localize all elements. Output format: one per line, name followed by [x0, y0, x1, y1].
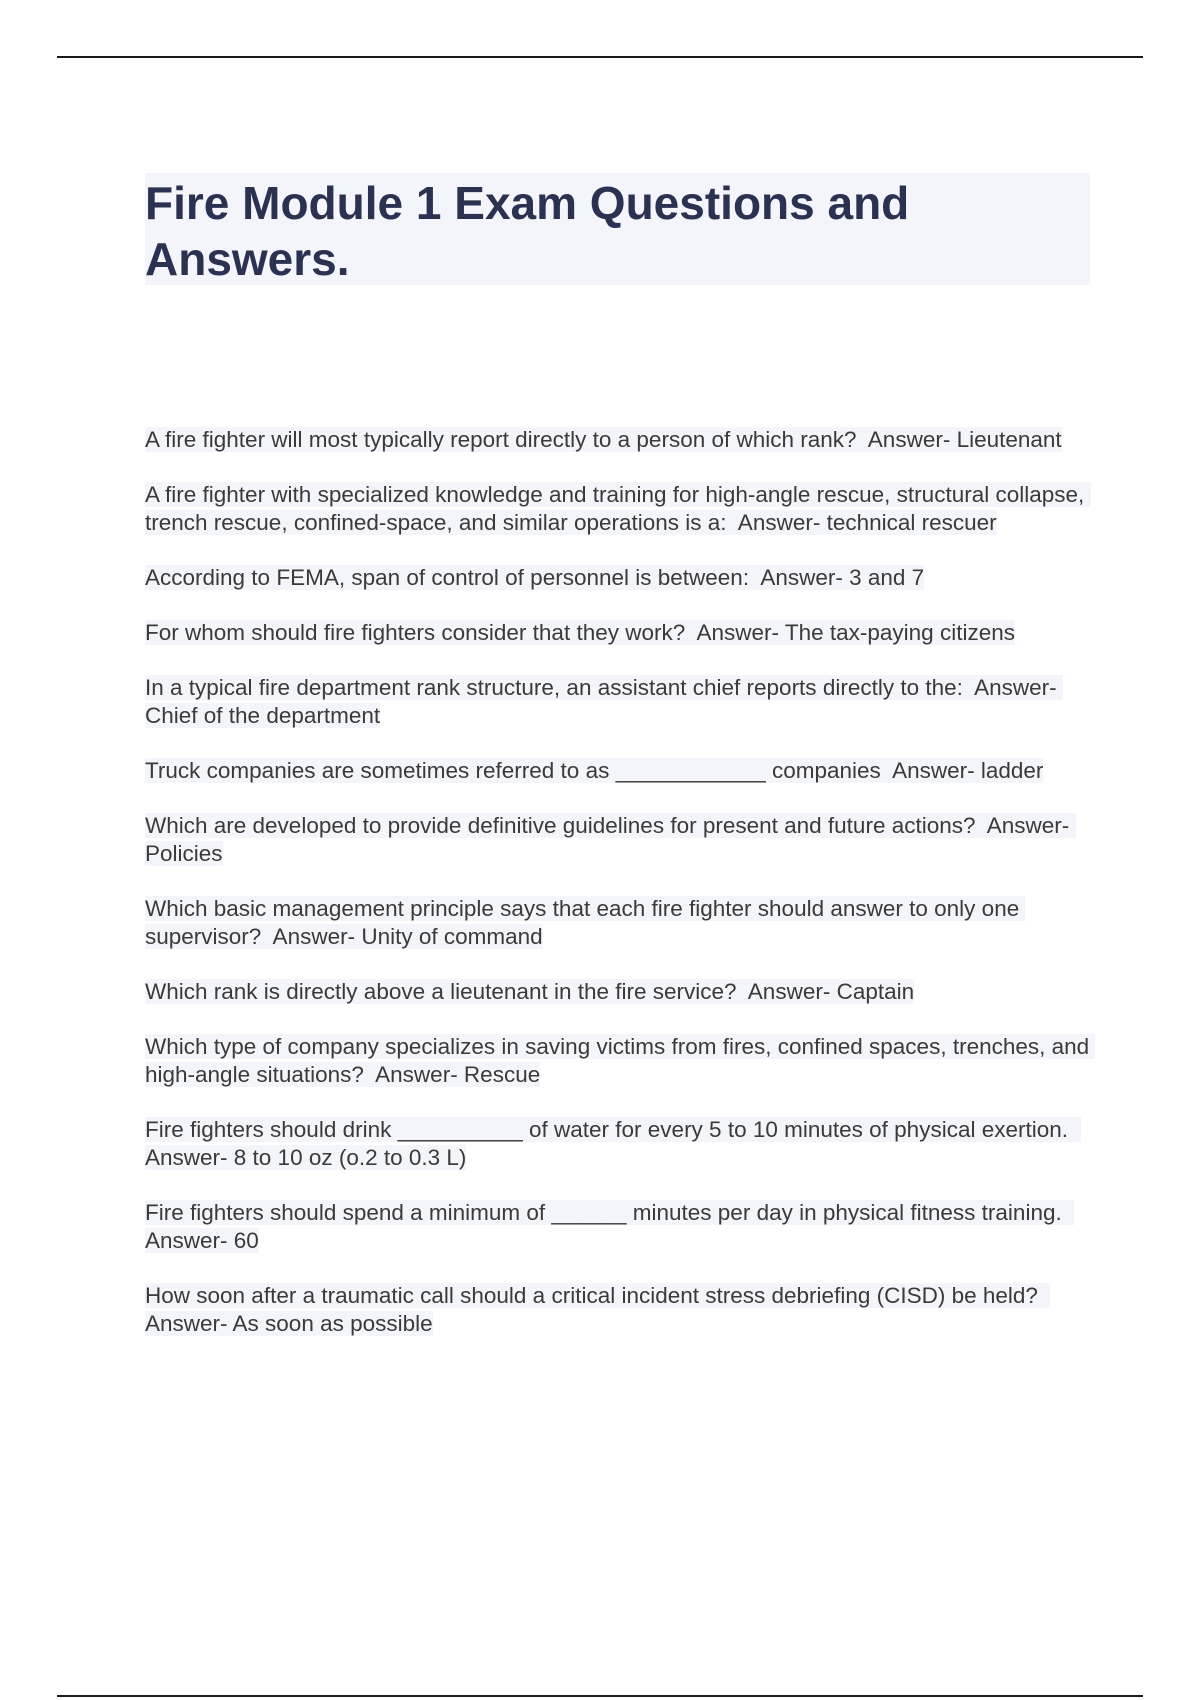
- bottom-rule: [57, 1695, 1143, 1697]
- qa-text: How soon after a traumatic call should a critical incident stress debriefing (CISD) be held? Answer- As soon as possible: [145, 1283, 1051, 1336]
- qa-list: [145, 426, 1095, 1365]
- qa-text: Which are developed to provide definitive guidelines for present and future actions? Answer- Policies: [145, 813, 1076, 866]
- page-title: Fire Module 1 Exam Questions and Answers.: [145, 177, 910, 285]
- qa-item: [145, 757, 1095, 785]
- qa-text: Fire fighters should spend a minimum of ______ minutes per day in physical fitness training. Answer- 60: [145, 1200, 1075, 1253]
- qa-text: According to FEMA, span of control of personnel is between: Answer- 3 and 7: [145, 565, 925, 590]
- qa-item: [145, 1116, 1095, 1172]
- qa-text: Which basic management principle says that each fire fighter should answer to only one supervisor? Answer- Unity of command: [145, 896, 1026, 949]
- qa-text: In a typical fire department rank structure, an assistant chief reports directly to the: Answer- Chief of the department: [145, 675, 1063, 728]
- qa-item: [145, 895, 1095, 951]
- qa-text: Fire fighters should drink __________ of water for every 5 to 10 minutes of physical exertion. Answer- 8 to 10 oz (o.2 to 0.3 L): [145, 1117, 1081, 1170]
- qa-item: [145, 978, 1095, 1006]
- qa-text: A fire fighter will most typically report directly to a person of which rank? Answer- Lieutenant: [145, 427, 1062, 452]
- qa-item: [145, 481, 1095, 537]
- qa-item: [145, 674, 1095, 730]
- qa-text: For whom should fire fighters consider that they work? Answer- The tax-paying citizens: [145, 620, 1015, 645]
- qa-item: [145, 1282, 1095, 1338]
- qa-text: A fire fighter with specialized knowledge and training for high-angle rescue, structural collapse, trench rescue, confined-space, and similar operations is a: Answer- technical rescuer: [145, 482, 1091, 535]
- qa-item: [145, 812, 1095, 868]
- qa-text: Truck companies are sometimes referred to as ____________ companies Answer- ladder: [145, 758, 1044, 783]
- qa-text: Which type of company specializes in saving victims from fires, confined spaces, trenches, and high-angle situations? Answer- Rescue: [145, 1034, 1096, 1087]
- title-block: [145, 173, 1090, 285]
- qa-item: [145, 1033, 1095, 1089]
- top-rule: [57, 56, 1143, 58]
- qa-item: [145, 619, 1095, 647]
- qa-item: [145, 426, 1095, 454]
- qa-item: [145, 1199, 1095, 1255]
- qa-item: [145, 564, 1095, 592]
- qa-text: Which rank is directly above a lieutenant in the fire service? Answer- Captain: [145, 979, 915, 1004]
